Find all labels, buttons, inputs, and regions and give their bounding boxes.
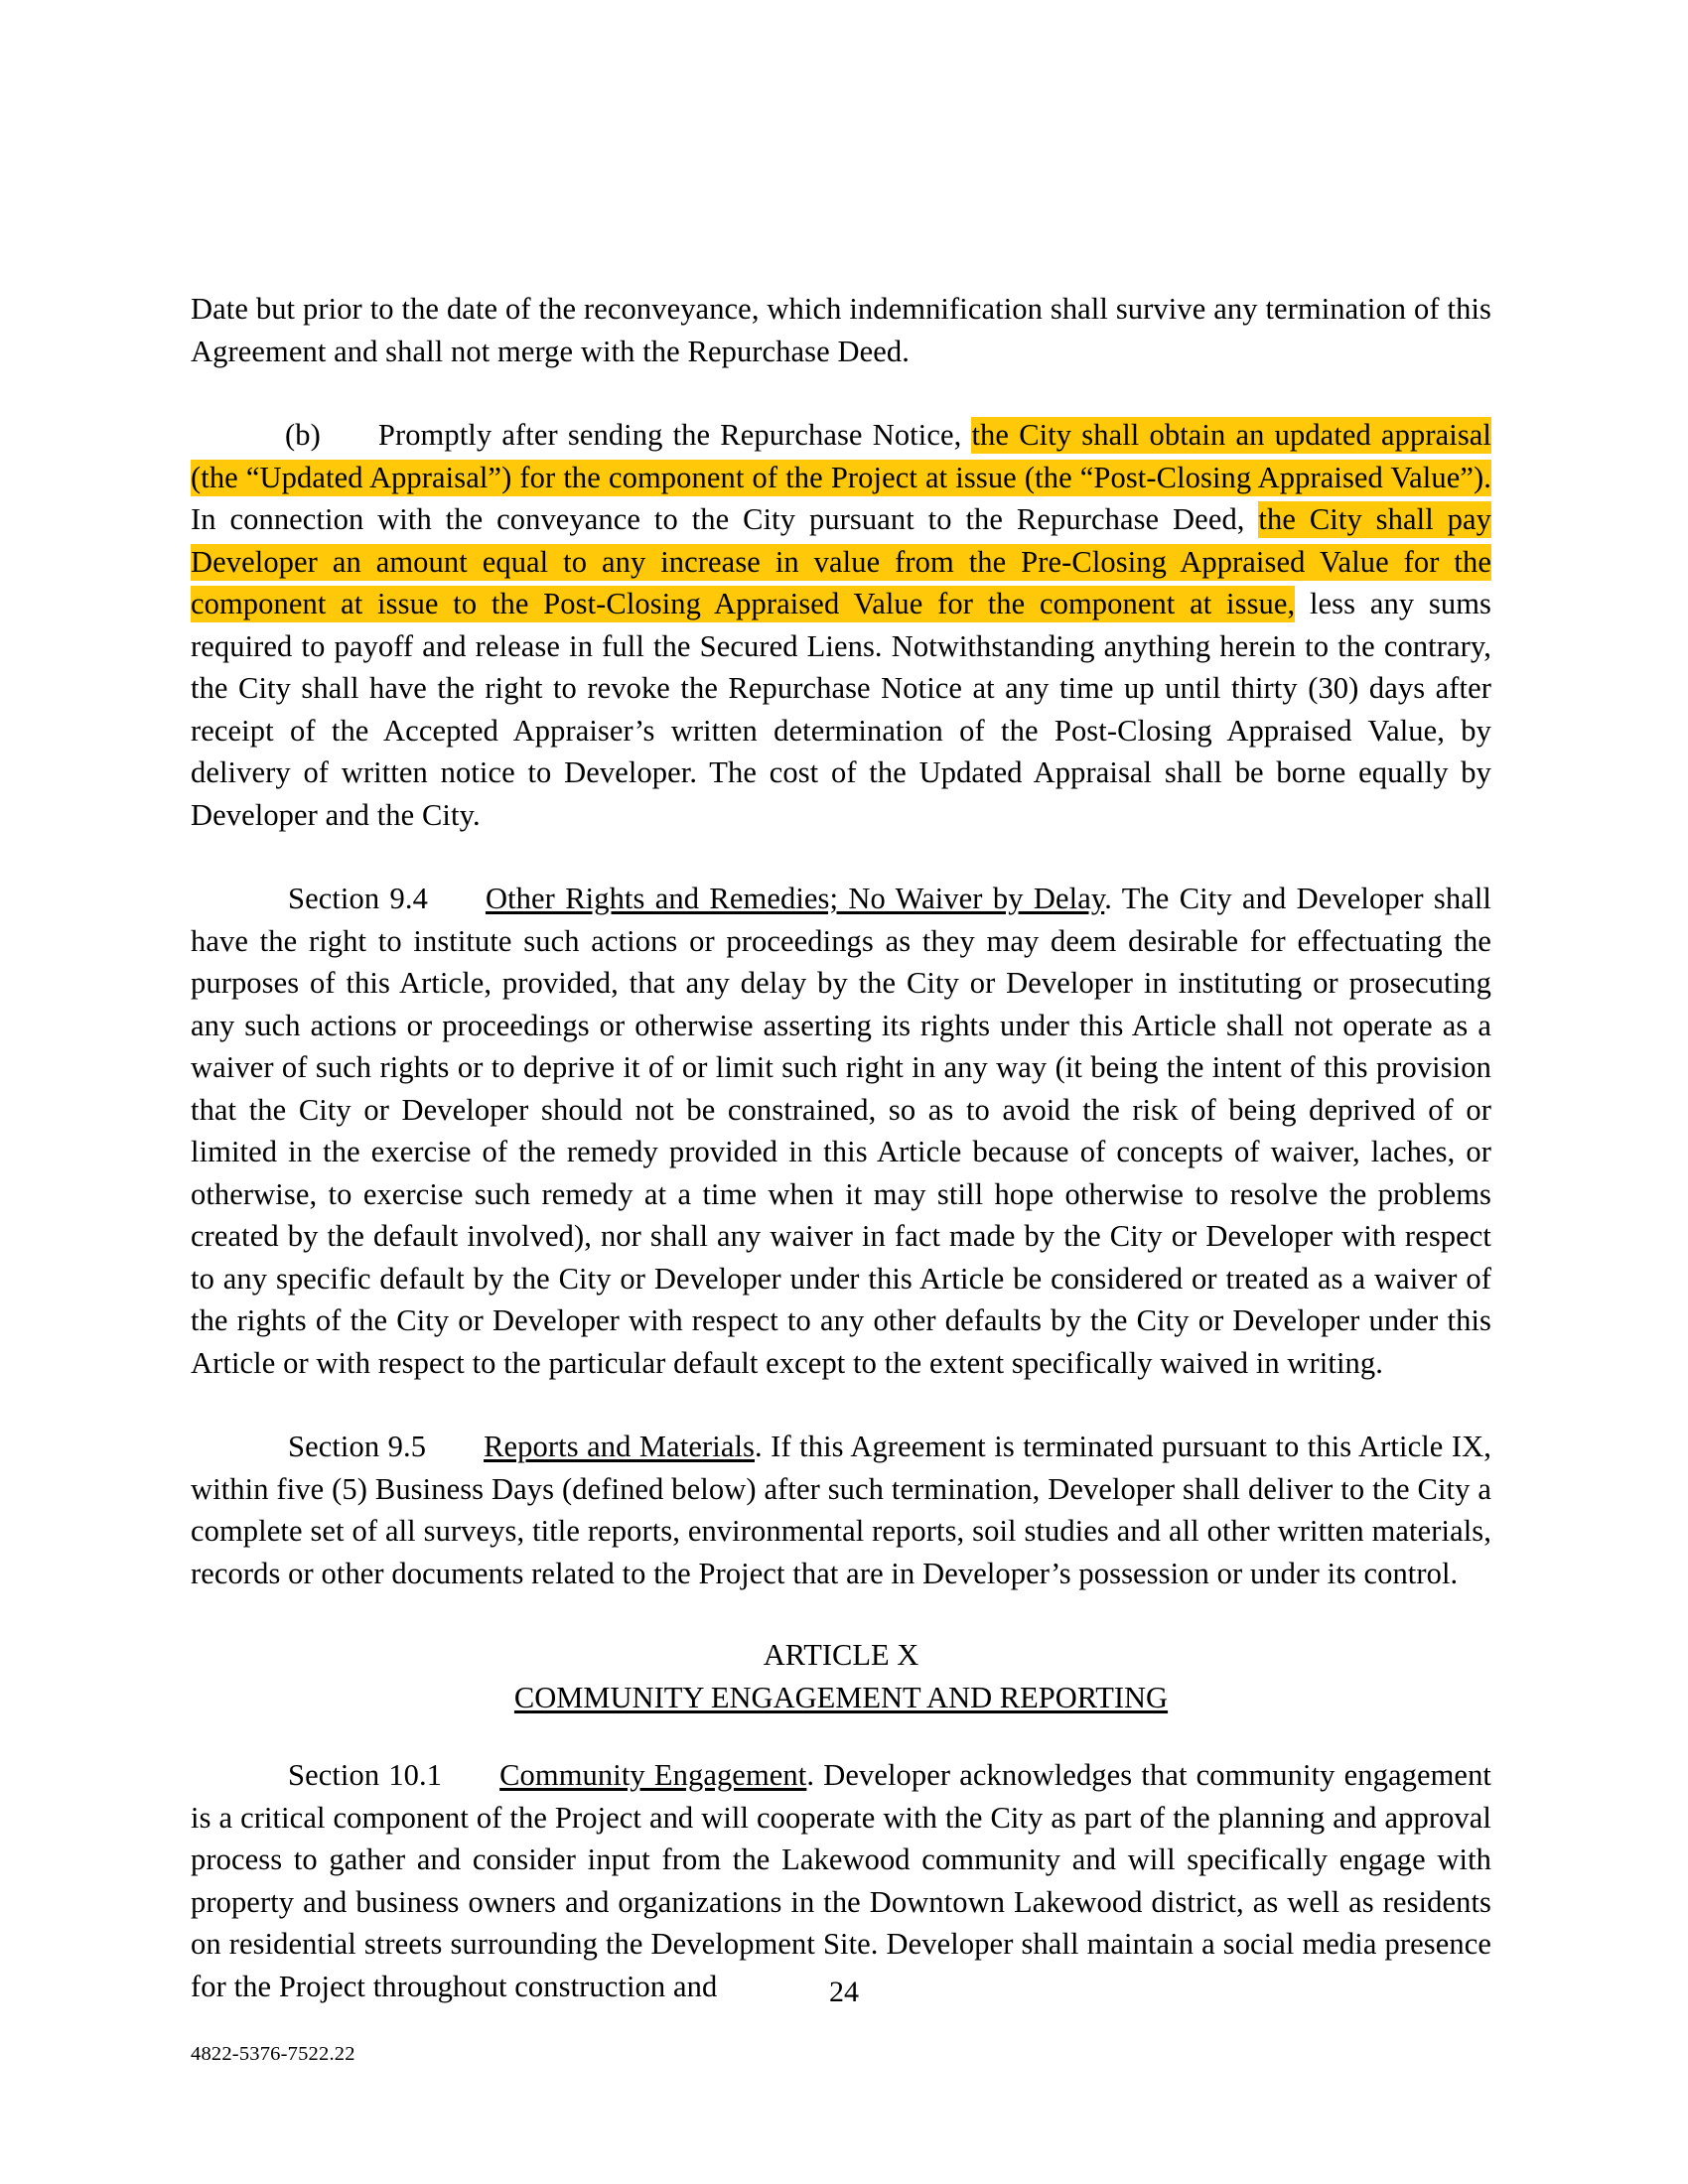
section-10-1-body: . Developer acknowledges that community engagement is a critical component of the Project and will cooperate with the City as part of the planning and approval process to gather and consider input from the Lakewood community and will specifically engage with property and business owners and organizations in the Downtown Lakewood district, as well as residents on residential streets surrounding the Development Site. Developer shall maintain a social media presence for the Project throughout construction and: [191, 1758, 1491, 2003]
section-9-4-body: . The City and Developer shall have the right to institute such actions or proceedings as they may deem desirable for effectuating the purposes of this Article, provided, that any delay by the City or Developer in instituting or prosecuting any such actions or proceedings or otherwise asserting its rights under this Article shall not operate as a waiver of such rights or to deprive it of or limit such right in any way (it being the intent of this provision that the City or Developer should not be constrained, so as to avoid the risk of being deprived of or limited in the exercise of the remedy provided in this Article because of concepts of waiver, laches, or otherwise, to exercise such remedy at a time when it may still hope otherwise to resolve the problems created by the default involved), nor shall any waiver in fact made by the City or Developer with respect to any specific default by the City or Developer under this Article be considered or treated as a waiver of the rights of the City or Developer with respect to any other defaults by the City or Developer under this Article or with respect to the particular default except to the extent specifically waived in writing.: [191, 882, 1491, 1380]
paragraph-item-b: [191, 414, 1491, 836]
section-9-5-body: . If this Agreement is terminated pursuant to this Article IX, within five (5) Business Days (defined below) after such termination, Developer shall deliver to the City a complete set of all surveys, title reports, environmental reports, soil studies and all other written materials, records or other documents related to the Project that are in Developer’s possession or under its control.: [191, 1430, 1491, 1590]
paragraph-continued-top: [191, 288, 1491, 372]
section-9-5-heading: Reports and Materials: [484, 1430, 755, 1463]
paragraph-section-10-1: [191, 1754, 1491, 2007]
section-9-5-number: Section 9.5: [288, 1430, 427, 1463]
section-10-1-heading: Community Engagement: [499, 1758, 807, 1792]
section-9-4-heading: Other Rights and Remedies; No Waiver by Delay: [485, 882, 1105, 915]
page-body: [191, 288, 1491, 2007]
page-number: 24: [829, 1976, 859, 2008]
item-b-trailing-text: less any sums required to payoff and release in full the Secured Liens. Notwithstanding anything herein to the contrary, the City shall have the right to revoke the Repurchase Notice at any time up until thirty (30) days after receipt of the Accepted Appraiser’s written determination of the Post-Closing Appraised Value, by delivery of written notice to Developer. The cost of the Updated Appraisal shall be borne equally by Developer and the City.: [191, 587, 1491, 832]
item-b-lead-text: Promptly after sending the Repurchase Notice,: [377, 418, 972, 452]
section-9-4-number: Section 9.4: [288, 882, 428, 915]
document-id-footer: 4822-5376-7522.22: [191, 2043, 355, 2065]
article-x-heading-block: [191, 1634, 1491, 1718]
list-marker-b: (b): [285, 418, 321, 452]
paragraph-section-9-5: [191, 1426, 1491, 1594]
paragraph-section-9-4: [191, 878, 1491, 1384]
article-x-number: ARTICLE X: [763, 1638, 919, 1672]
highlighted-text-payment-obligation: the City shall pay Developer an amount equal to any increase in value from the Pre-Closing Appraised Value for the component at issue to the Post-Closing Appraised Value for the component at issue,: [191, 502, 1491, 620]
continued-text: Date but prior to the date of the reconveyance, which indemnification shall survive any termination of this Agreement and shall not merge with the Repurchase Deed.: [191, 292, 1491, 368]
highlighted-text-updated-appraisal: the City shall obtain an updated appraisal (the “Updated Appraisal”) for the component of the Project at issue (the “Post-Closing Appraised Value”).: [191, 418, 1492, 494]
item-b-middle-text: In connection with the conveyance to the City pursuant to the Repurchase Deed,: [191, 502, 1259, 536]
article-x-title-underlined: COMMUNITY ENGAGEMENT AND REPORTING: [513, 1680, 1169, 1714]
section-10-1-number: Section 10.1: [288, 1758, 443, 1792]
article-x-title: [191, 1677, 1491, 1719]
